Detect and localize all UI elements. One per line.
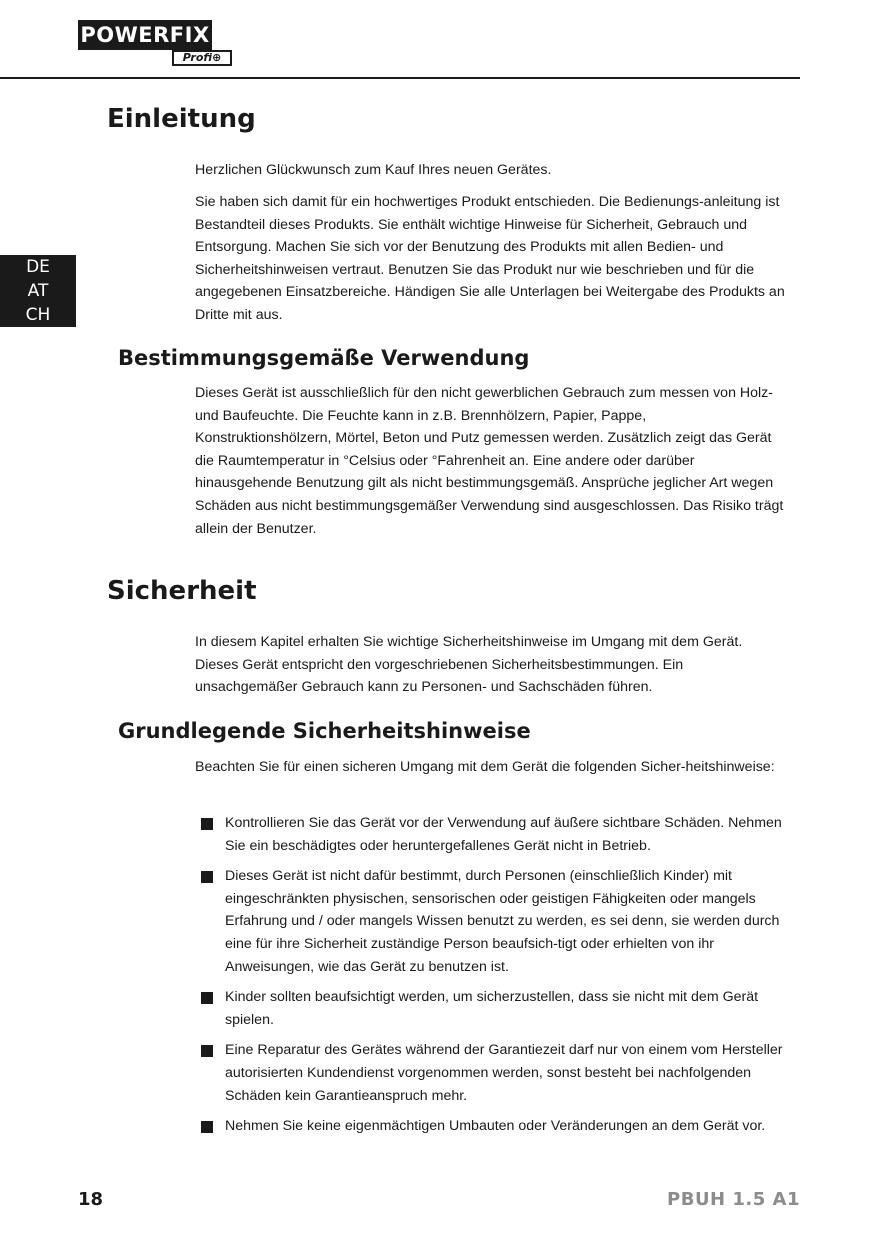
list-item — [195, 986, 785, 1031]
heading-grundlegende: Grundlegende Sicherheitshinweise — [118, 719, 531, 743]
lang-ch: CH — [25, 305, 51, 325]
brand-logo — [78, 20, 238, 68]
model-number: PBUH 1.5 A1 — [667, 1189, 800, 1210]
square-bullet-icon — [201, 871, 213, 883]
intro-paragraph-2: Sie haben sich damit für ein hochwertiges Produkt entschieden. Die Bedienungs-anleitung ist Bestandteil dieses Produkts. Sie enthält wichtige Hinweise für Sicherheit, Gebrauch und Entsorgung. Machen Sie sich vor der Benutzung des Produkts mit allen Bedien- und Sicherheitshinweisen vertraut. Benutzen Sie das Produkt nur wie beschrieben und für die angegebenen Einsatzbereiche. Händigen Sie alle Unterlagen bei Weitergabe des Produkts an Dritte mit aus. — [195, 194, 785, 323]
page-number: 18 — [78, 1189, 104, 1210]
heading-sicherheit: Sicherheit — [107, 576, 257, 606]
heading-einleitung: Einleitung — [107, 104, 256, 134]
square-bullet-icon — [201, 1121, 213, 1133]
lang-de: DE — [26, 257, 50, 277]
list-item-text: Kontrollieren Sie das Gerät vor der Verwendung auf äußere sichtbare Schäden. Nehmen Sie ein beschädigtes oder heruntergefallenes Gerät nicht in Betrieb. — [225, 815, 782, 854]
heading-verwendung: Bestimmungsgemäße Verwendung — [118, 346, 530, 370]
list-item-text: Nehmen Sie keine eigenmächtigen Umbauten oder Veränderungen an dem Gerät vor. — [225, 1118, 766, 1135]
safety-bullet-list — [195, 812, 785, 1146]
list-item — [195, 865, 785, 978]
use-paragraph: Dieses Gerät ist ausschließlich für den nicht gewerblichen Gebrauch zum messen von Holz- und Baufeuchte. Die Feuchte kann in z.B. Brennhölzern, Papier, Pappe, Konstruktionshölzern, Mörtel, Beton und Putz gemessen werden. Zusätzlich zeigt das Gerät die Raumtemperatur in °Celsius oder °Fahrenheit an. Eine andere oder darüber hinausgehende Benutzung gilt als nicht bestimmungsgemäß. Ansprüche jeglicher Art wegen Schäden aus nicht bestimmungsgemäßer Verwendung sind ausgeschlossen. Das Risiko trägt allein der Benutzer. — [195, 385, 784, 537]
safety-paragraph: In diesem Kapitel erhalten Sie wichtige Sicherheitshinweise im Umgang mit dem Gerät. Dieses Gerät entspricht den vorgeschriebenen Sicherheitsbestimmungen. Ein unsachgemäßer Gebrauch kann zu Personen- und Sachschäden führen. — [195, 634, 743, 696]
square-bullet-icon — [201, 992, 213, 1004]
list-item-text: Eine Reparatur des Gerätes während der Garantiezeit darf nur von einem vom Hersteller autorisierten Kundendienst vorgenommen werden, sonst besteht bei nachfolgenden Schäden kein Garantieanspruch mehr. — [225, 1042, 783, 1104]
list-item-text: Dieses Gerät ist nicht dafür bestimmt, durch Personen (einschließlich Kinder) mit eingeschränkten physischen, sensorischen oder geistigen Fähigkeiten oder mangels Erfahrung und / oder mangels Wissen benutzt zu werden, es sei denn, sie werden durch eine für ihre Sicherheit zuständige Person beaufsich-tigt oder erhielten von ihr Anweisungen, wie das Gerät zu benutzen ist. — [225, 868, 780, 975]
lang-at: AT — [27, 281, 49, 301]
list-item — [195, 1039, 785, 1107]
language-tab — [0, 255, 76, 327]
brand-sub: Profi⊕ — [172, 50, 232, 66]
list-item-text: Kinder sollten beaufsichtigt werden, um sicherzustellen, dass sie nicht mit dem Gerät spielen. — [225, 989, 759, 1028]
list-item — [195, 812, 785, 857]
list-item — [195, 1115, 785, 1138]
intro-paragraph-1: Herzlichen Glückwunsch zum Kauf Ihres neuen Gerätes. — [195, 162, 552, 178]
brand-name: POWERFIX — [78, 20, 212, 50]
square-bullet-icon — [201, 818, 213, 830]
basic-intro-paragraph: Beachten Sie für einen sicheren Umgang mit dem Gerät die folgenden Sicher-heitshinweise: — [195, 759, 775, 775]
square-bullet-icon — [201, 1045, 213, 1057]
header-rule — [0, 77, 800, 79]
